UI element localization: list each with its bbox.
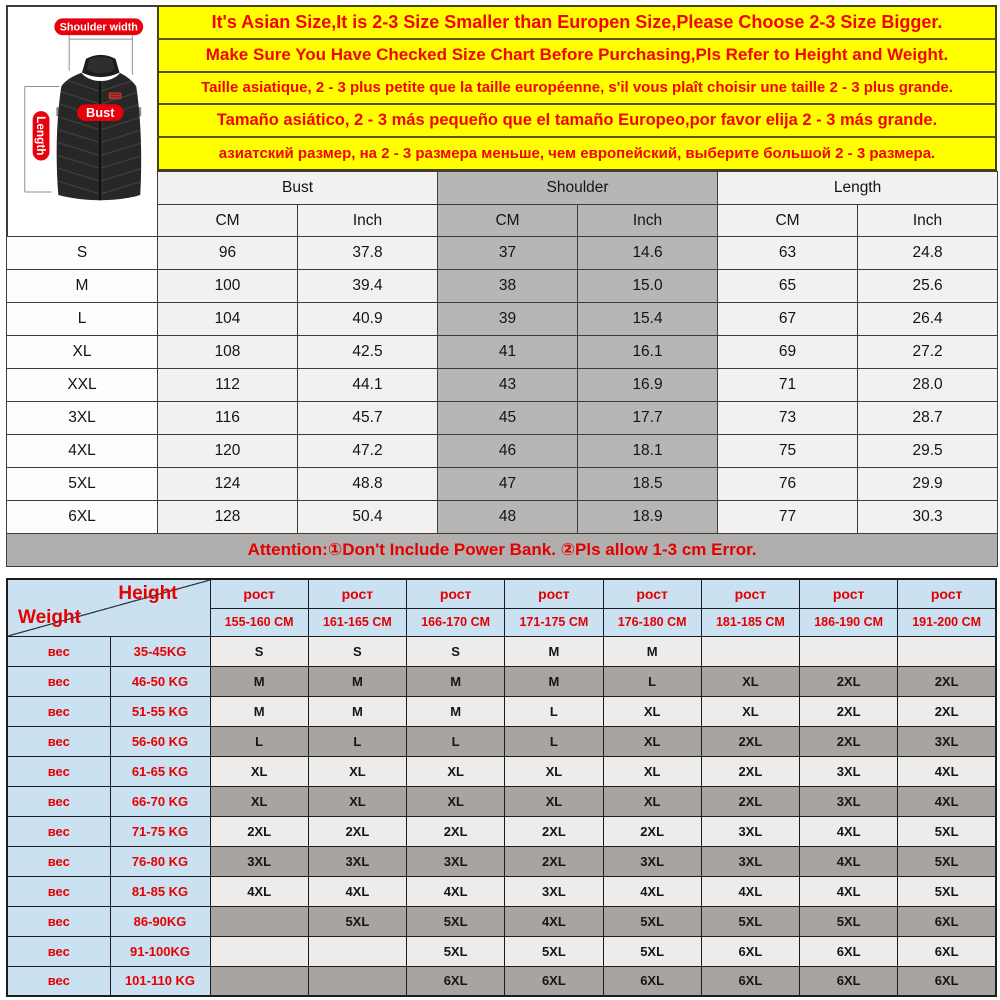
fit-cell (210, 936, 308, 966)
fit-cell: L (210, 726, 308, 756)
size-cell: 18.5 (578, 468, 718, 501)
fit-cell: L (407, 726, 505, 756)
fit-cell: L (308, 726, 406, 756)
height-word: рост (407, 579, 505, 608)
height-range: 171-175 CM (505, 608, 603, 636)
fit-cell: XL (603, 756, 701, 786)
fit-cell: 2XL (898, 666, 996, 696)
fit-cell: 6XL (800, 936, 898, 966)
vest-diagram-panel (6, 5, 157, 236)
weight-word: вес (7, 696, 110, 726)
height-word: рост (308, 579, 406, 608)
fit-cell: L (505, 726, 603, 756)
size-cell: 38 (438, 270, 578, 303)
size-label: 3XL (7, 402, 158, 435)
size-cell: 100 (158, 270, 298, 303)
height-weight-corner (7, 579, 210, 636)
fit-header-row (7, 579, 996, 608)
fit-cell: 6XL (701, 966, 799, 996)
fit-cell: 3XL (898, 726, 996, 756)
weight-word: вес (7, 726, 110, 756)
size-cell: 76 (718, 468, 858, 501)
size-cell: 45.7 (298, 402, 438, 435)
fit-cell: 6XL (898, 936, 996, 966)
unit-cell: CM (438, 205, 578, 237)
size-cell: 48.8 (298, 468, 438, 501)
height-range: 191-200 CM (898, 608, 996, 636)
height-word: рост (210, 579, 308, 608)
fit-cell: 5XL (701, 906, 799, 936)
fit-table (6, 578, 997, 997)
fit-cell: XL (603, 786, 701, 816)
fit-cell: 6XL (701, 936, 799, 966)
fit-cell: 3XL (701, 846, 799, 876)
fit-cell: 3XL (800, 756, 898, 786)
unit-cell: Inch (298, 205, 438, 237)
weight-range: 46-50 KG (110, 666, 210, 696)
fit-cell: M (407, 666, 505, 696)
height-axis-label: Height (118, 583, 178, 604)
size-row (7, 270, 998, 303)
vest-diagram (8, 7, 157, 236)
size-cell: 120 (158, 435, 298, 468)
weight-word: вес (7, 846, 110, 876)
height-range: 161-165 CM (308, 608, 406, 636)
size-cell: 65 (718, 270, 858, 303)
weight-range: 61-65 KG (110, 756, 210, 786)
size-cell: 77 (718, 501, 858, 534)
fit-cell: XL (210, 756, 308, 786)
fit-cell: 4XL (603, 876, 701, 906)
size-label: 4XL (7, 435, 158, 468)
fit-row (7, 936, 996, 966)
size-row (7, 237, 998, 270)
height-word: рост (505, 579, 603, 608)
size-cell: 28.7 (858, 402, 998, 435)
fit-cell: 2XL (505, 816, 603, 846)
unit-cell: CM (718, 205, 858, 237)
fit-cell: XL (505, 786, 603, 816)
fit-cell: M (407, 696, 505, 726)
height-word: рост (800, 579, 898, 608)
fit-cell: 5XL (308, 906, 406, 936)
size-cell: 24.8 (858, 237, 998, 270)
size-row (7, 336, 998, 369)
weight-word: вес (7, 666, 110, 696)
fit-cell: XL (407, 756, 505, 786)
fit-row (7, 786, 996, 816)
fit-cell: 6XL (505, 966, 603, 996)
fit-cell: 4XL (505, 906, 603, 936)
fit-cell: S (308, 636, 406, 666)
attention-text: Attention:①Don't Include Power Bank. ②Pls allow 1-3 cm Error. (7, 534, 998, 567)
length-pill (33, 111, 50, 160)
size-row (7, 501, 998, 534)
corner-content (8, 580, 210, 636)
size-row (7, 303, 998, 336)
fit-cell: XL (701, 696, 799, 726)
size-label: XL (7, 336, 158, 369)
fit-cell: M (603, 636, 701, 666)
size-cell: 46 (438, 435, 578, 468)
fit-row (7, 846, 996, 876)
weight-word: вес (7, 906, 110, 936)
fit-row (7, 696, 996, 726)
size-cell: 39 (438, 303, 578, 336)
fit-cell: L (505, 696, 603, 726)
fit-cell: 4XL (898, 786, 996, 816)
height-word: рост (898, 579, 996, 608)
fit-row (7, 636, 996, 666)
fit-row (7, 966, 996, 996)
fit-cell: 3XL (603, 846, 701, 876)
banner-line-ru: азиатский размер, на 2 - 3 размера меньше, чем европейский, выберите большой 2 - 3 размера. (159, 138, 995, 169)
fit-cell: 2XL (898, 696, 996, 726)
size-cell: 17.7 (578, 402, 718, 435)
fit-cell: XL (603, 726, 701, 756)
weight-word: вес (7, 636, 110, 666)
fit-cell: M (308, 666, 406, 696)
size-cell: 44.1 (298, 369, 438, 402)
weight-range: 35-45KG (110, 636, 210, 666)
size-cell: 43 (438, 369, 578, 402)
fit-cell: 4XL (898, 756, 996, 786)
weight-range: 101-110 KG (110, 966, 210, 996)
size-cell: 39.4 (298, 270, 438, 303)
size-cell: 124 (158, 468, 298, 501)
fit-cell: XL (603, 696, 701, 726)
group-length: Length (718, 172, 998, 205)
height-range: 155-160 CM (210, 608, 308, 636)
size-cell: 42.5 (298, 336, 438, 369)
size-cell: 67 (718, 303, 858, 336)
fit-cell: 6XL (603, 966, 701, 996)
size-cell: 14.6 (578, 237, 718, 270)
group-bust: Bust (158, 172, 438, 205)
fit-cell: XL (505, 756, 603, 786)
size-label: XXL (7, 369, 158, 402)
weight-axis-label: Weight (18, 607, 81, 628)
size-cell: 45 (438, 402, 578, 435)
size-cell: 108 (158, 336, 298, 369)
fit-cell: 3XL (505, 876, 603, 906)
fit-cell: 2XL (603, 816, 701, 846)
weight-word: вес (7, 936, 110, 966)
fit-cell: M (505, 636, 603, 666)
fit-cell: 4XL (210, 876, 308, 906)
size-label: M (7, 270, 158, 303)
fit-cell: 4XL (800, 846, 898, 876)
weight-word: вес (7, 816, 110, 846)
unit-cell: Inch (578, 205, 718, 237)
fit-cell: 5XL (603, 906, 701, 936)
size-cell: 29.5 (858, 435, 998, 468)
weight-range: 71-75 KG (110, 816, 210, 846)
size-cell: 116 (158, 402, 298, 435)
weight-range: 86-90KG (110, 906, 210, 936)
size-cell: 48 (438, 501, 578, 534)
fit-cell: 3XL (701, 816, 799, 846)
fit-cell: 5XL (603, 936, 701, 966)
fit-cell: 2XL (701, 726, 799, 756)
fit-row (7, 756, 996, 786)
size-cell: 47.2 (298, 435, 438, 468)
length-label: Length (33, 116, 48, 156)
size-cell: 50.4 (298, 501, 438, 534)
size-cell: 28.0 (858, 369, 998, 402)
shoulder-width-label: Shoulder width (59, 21, 138, 34)
fit-cell (701, 636, 799, 666)
fit-cell: 4XL (407, 876, 505, 906)
weight-range: 56-60 KG (110, 726, 210, 756)
size-cell: 29.9 (858, 468, 998, 501)
fit-cell: 3XL (210, 846, 308, 876)
fit-cell: 5XL (898, 876, 996, 906)
fit-cell: 2XL (505, 846, 603, 876)
fit-cell: 6XL (898, 966, 996, 996)
fit-cell: 6XL (898, 906, 996, 936)
banner-line-en-1: It's Asian Size,It is 2-3 Size Smaller than Europen Size,Please Choose 2-3 Size Bigger. (159, 7, 995, 40)
fit-cell: M (210, 696, 308, 726)
weight-range: 66-70 KG (110, 786, 210, 816)
size-cell: 112 (158, 369, 298, 402)
weight-word: вес (7, 966, 110, 996)
fit-row (7, 906, 996, 936)
fit-row (7, 816, 996, 846)
size-cell: 18.9 (578, 501, 718, 534)
size-cell: 37 (438, 237, 578, 270)
size-row (7, 369, 998, 402)
size-cell: 75 (718, 435, 858, 468)
fit-cell: 2XL (407, 816, 505, 846)
fit-cell: 2XL (701, 786, 799, 816)
fit-cell: 3XL (308, 846, 406, 876)
fit-cell: 4XL (800, 876, 898, 906)
size-cell: 16.1 (578, 336, 718, 369)
fit-cell: 5XL (407, 936, 505, 966)
fit-cell: XL (308, 786, 406, 816)
bust-label: Bust (86, 105, 115, 121)
size-cell: 69 (718, 336, 858, 369)
size-cell: 16.9 (578, 369, 718, 402)
fit-cell: 2XL (308, 816, 406, 846)
size-cell: 41 (438, 336, 578, 369)
fit-cell: S (210, 636, 308, 666)
vest-chest-patch (109, 92, 122, 99)
size-cell: 73 (718, 402, 858, 435)
fit-cell: 4XL (308, 876, 406, 906)
size-cell: 37.8 (298, 237, 438, 270)
warning-banner (157, 5, 997, 171)
size-cell: 128 (158, 501, 298, 534)
fit-cell: 2XL (210, 816, 308, 846)
size-cell: 71 (718, 369, 858, 402)
height-range: 176-180 CM (603, 608, 701, 636)
size-row (7, 435, 998, 468)
size-row (7, 402, 998, 435)
weight-word: вес (7, 786, 110, 816)
size-cell: 30.3 (858, 501, 998, 534)
size-cell: 15.0 (578, 270, 718, 303)
banner-line-fr: Taille asiatique, 2 - 3 plus petite que la taille européenne, s'il vous plaît choisir une taille 2 - 3 plus grande. (159, 73, 995, 106)
fit-cell: 2XL (800, 666, 898, 696)
size-label: 6XL (7, 501, 158, 534)
fit-cell: 2XL (701, 756, 799, 786)
fit-cell: 5XL (407, 906, 505, 936)
bust-pill (77, 104, 123, 121)
size-label: L (7, 303, 158, 336)
banner-line-es: Tamaño asiático, 2 - 3 más pequeño que el tamaño Europeo,por favor elija 2 - 3 más grande. (159, 105, 995, 138)
fit-cell: 6XL (800, 966, 898, 996)
fit-row (7, 726, 996, 756)
size-row (7, 468, 998, 501)
group-shoulder: Shoulder (438, 172, 718, 205)
fit-cell: 2XL (800, 696, 898, 726)
size-cell: 47 (438, 468, 578, 501)
fit-cell: 5XL (898, 846, 996, 876)
fit-cell: 4XL (800, 816, 898, 846)
size-cell: 104 (158, 303, 298, 336)
size-cell: 63 (718, 237, 858, 270)
fit-cell: XL (407, 786, 505, 816)
size-cell: 40.9 (298, 303, 438, 336)
unit-cell: CM (158, 205, 298, 237)
height-word: рост (701, 579, 799, 608)
size-cell: 27.2 (858, 336, 998, 369)
fit-cell (210, 966, 308, 996)
fit-cell: 5XL (800, 906, 898, 936)
fit-cell: 5XL (505, 936, 603, 966)
weight-range: 81-85 KG (110, 876, 210, 906)
fit-cell (898, 636, 996, 666)
weight-word: вес (7, 756, 110, 786)
unit-cell: Inch (858, 205, 998, 237)
fit-cell: L (603, 666, 701, 696)
size-cell: 15.4 (578, 303, 718, 336)
size-cell: 18.1 (578, 435, 718, 468)
fit-cell: 2XL (800, 726, 898, 756)
fit-cell: M (505, 666, 603, 696)
fit-cell (210, 906, 308, 936)
fit-cell: 6XL (407, 966, 505, 996)
fit-cell: M (308, 696, 406, 726)
banner-line-en-2: Make Sure You Have Checked Size Chart Before Purchasing,Pls Refer to Height and Weight. (159, 40, 995, 73)
weight-range: 51-55 KG (110, 696, 210, 726)
weight-range: 91-100KG (110, 936, 210, 966)
fit-row (7, 666, 996, 696)
size-label: 5XL (7, 468, 158, 501)
height-word: рост (603, 579, 701, 608)
attention-row (7, 534, 998, 567)
fit-cell: M (210, 666, 308, 696)
fit-cell: 4XL (701, 876, 799, 906)
weight-word: вес (7, 876, 110, 906)
shoulder-width-pill (54, 18, 143, 35)
fit-cell (308, 966, 406, 996)
size-cell: 96 (158, 237, 298, 270)
size-cell: 25.6 (858, 270, 998, 303)
vest-zipper (100, 74, 102, 202)
vest-collar-inner (87, 57, 115, 73)
size-cell: 26.4 (858, 303, 998, 336)
height-range: 186-190 CM (800, 608, 898, 636)
fit-cell: XL (210, 786, 308, 816)
fit-cell (800, 636, 898, 666)
fit-cell: S (407, 636, 505, 666)
fit-cell: 3XL (800, 786, 898, 816)
height-range: 166-170 CM (407, 608, 505, 636)
fit-cell: 5XL (898, 816, 996, 846)
fit-cell: XL (701, 666, 799, 696)
size-label: S (7, 237, 158, 270)
weight-range: 76-80 KG (110, 846, 210, 876)
fit-cell: 3XL (407, 846, 505, 876)
fit-row (7, 876, 996, 906)
fit-cell: XL (308, 756, 406, 786)
height-range: 181-185 CM (701, 608, 799, 636)
fit-cell (308, 936, 406, 966)
